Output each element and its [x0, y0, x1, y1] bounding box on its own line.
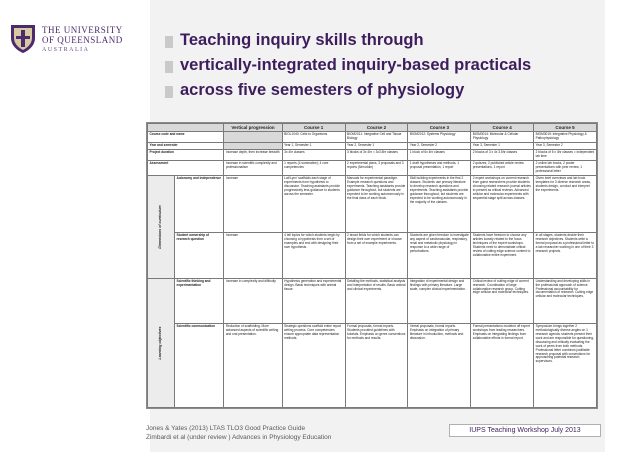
table-row: [148, 150, 597, 161]
title-line-2: vertically-integrated inquiry-based practicals: [180, 56, 532, 74]
table-cell: BIOM2012: Systems Physiology: [408, 132, 471, 143]
table-cell: Verbal proposals, formal reports. Emphasis on integration of primary literature in introduction, methods and discussion.: [408, 324, 471, 408]
table-cell: [224, 143, 282, 150]
table-cell: Students have freedom to choose any articles loosely related to the focus techniques of the expert workshops. Students need to demonstrate critical review of cutting edge science content to collaborative entire experiment.: [471, 233, 534, 278]
table-cell: 2 expert workshops on current research from guest researchers provide students choosing related research journal articles to present as critical reviews. Advanced cellular and molecular experiments with sequential stage split across classes.: [471, 176, 534, 233]
table-cell: Students are given freedom to investigate any aspect of cardiovascular, respiratory, renal and metabolic physiology in response to a wide range of perturbations.: [408, 233, 471, 278]
curriculum-table-figure: [146, 122, 598, 409]
table-cell: 2 blocks of 5 x 4hr classes = independent lab time: [534, 150, 597, 161]
table-cell: In all stages, students decide their research objectives. Students write a formal proposal as a professional letter to a lab researcher working in one of their 3 research projects.: [534, 233, 597, 278]
table-cell: 3x 4hr classes: [282, 150, 345, 161]
table-header-row: [148, 124, 597, 132]
slide-title: [180, 28, 600, 103]
table-cell: BIOM3015: Integrative Physiology & Pathophysiology: [534, 132, 597, 143]
table-cell: Increase: [224, 233, 282, 278]
table-cell: 4 tell topics for which students begin by choosing a hypothesis from a set of examples and end with designing their own hypothesis.: [282, 233, 345, 278]
row-label: Project duration: [148, 150, 224, 161]
row-label: Scientific communication: [174, 324, 223, 408]
table-cell: Lab'Lynx' scaffolds each stage of experiments from hypothesis to discussion. Teaching assistants provide progressively less guidance to students across the semester.: [282, 176, 345, 233]
table-cell: Increase in scientific complexity and professionalism: [224, 161, 282, 176]
table-cell: Increase in complexity and difficulty: [224, 278, 282, 323]
row-label: Assessment: [148, 161, 224, 176]
table-cell: 2 broad fields for which students can design their own experiment or choose from a set of example experiments.: [345, 233, 408, 278]
table-cell: Increase: [224, 176, 282, 233]
table-row: [148, 143, 597, 150]
table-cell: Year 3, Semester 2: [534, 143, 597, 150]
header-course-2: Course 2: [345, 124, 408, 132]
table-cell: Integration of experimental design and findings with primary literature. Large scale, complex clinical experimentation.: [408, 278, 471, 323]
header-course-1: Course 1: [282, 124, 345, 132]
header-course-4: Course 4: [471, 124, 534, 132]
row-label: Student ownership of research question: [174, 233, 223, 278]
logo-line2: OF QUEENSLAND: [42, 35, 123, 45]
table-row: [148, 176, 597, 233]
table-cell: Detailing the methods, statistical analysis and interpretation of results. Basic animal and clinical experiments.: [345, 278, 408, 323]
table-cell: Year 2, Semester 2: [408, 143, 471, 150]
footer-citation-line-1: Jones & Yates (2013) LTAS TLO3 Good Practice Guide: [146, 425, 306, 432]
footer-event-label: IUPS Teaching Workshop July 2013: [449, 424, 601, 437]
table-cell: Critical review of cutting edge of current research. Coordination of large collaborative research group. Cutting edge cellular and molecular techniques.: [471, 278, 534, 323]
table-cell: Hypothesis generation and experimental design. Basic techniques with animal tissue.: [282, 278, 345, 323]
table-cell: Strategic questions scaffold entire report writing process. Core competencies ensure appropriate data representation methods.: [282, 324, 345, 408]
header-course-3: Course 3: [408, 124, 471, 132]
title-bullet-bar: [165, 61, 173, 73]
table-cell: Reduction of scaffolding. More advanced aspects of scientific writing and oral presentation.: [224, 324, 282, 408]
title-bullet-bar: [165, 86, 173, 98]
crest-icon: [10, 24, 36, 54]
table-cell: 2 experimental plans, 3 proposals and 3 reports (5/module): [345, 161, 408, 176]
table-cell: Increase depth, then increase breadth: [224, 150, 282, 161]
logo-line3: AUSTRALIA: [42, 47, 90, 53]
table-cell: 2 quizzes, 2 published article review presentations, 1 report: [471, 161, 534, 176]
table-row: [148, 132, 597, 143]
table-cell: Symposium brings together 2 methodologically diverse angles on 1 research agenda; students present their work and are responsible for questioning, discussing and critically evaluating the work of peers from both methods. Professional letter combines justifiable research proposal with conventions for approaching potential research supervisors.: [534, 324, 597, 408]
table-cell: Year 3, Semester 1: [471, 143, 534, 150]
group-label-dimensions: Dimensions of curriculum: [148, 176, 175, 278]
table-cell: [224, 132, 282, 143]
header-empty: [148, 124, 224, 132]
header-course-5: Course 5: [534, 124, 597, 132]
table-row: [148, 233, 597, 278]
row-label: Year and semester: [148, 143, 224, 150]
table-cell: 2 online lab books, 2 poster presentations with peer review, 1 professional letter: [534, 161, 597, 176]
table-cell: BIOL1040: Cells to Organisms: [282, 132, 345, 143]
row-label: Course code and name: [148, 132, 224, 143]
logo-line1: THE UNIVERSITY: [42, 25, 123, 35]
table-cell: Given brief overviews and lab book templates for 3 diverse research areas, students design, conduct and interpret the experiments.: [534, 176, 597, 233]
table-row: [148, 324, 597, 408]
table-cell: Manuals for experimental paradigm. Example research questions and experiments. Teaching assistants provide guidance throughout, but students are expected to be working autonomously in the final class of each block.: [345, 176, 408, 233]
group-label-learning-objectives: Learning objectives: [148, 278, 175, 407]
curriculum-table: [147, 123, 597, 408]
table-cell: 2 blocks of 3 x 4x 3.5hr classes: [471, 150, 534, 161]
table-cell: Understanding and developing skills in the professional approach of science. Professional accountability for documentation of research. Cutting edge cellular and molecular techniques.: [534, 278, 597, 323]
footer-citation: [146, 424, 331, 442]
table-cell: 3 blocks of 3x 4hr = 3x3.5hr classes: [345, 150, 408, 161]
row-label: Scientific thinking and experimentation: [174, 278, 223, 323]
table-cell: 1 draft hypotheses and methods, 1 proposal presentation, 1 report: [408, 161, 471, 176]
table-cell: Formal presentations modeled off expert workshops from leading researchers. Emphasis on integrating findings from collaborative efforts in formal report.: [471, 324, 534, 408]
table-cell: Year 2, Semester 1: [345, 143, 408, 150]
header-vertical-progression: Vertical progression: [224, 124, 282, 132]
table-cell: Skill building experiments in the first 2 classes. Students use primary literature to develop research questions and experiments. Teaching assistants provide guidance throughout, but students are expected to be working autonomously in the majority of the classes.: [408, 176, 471, 233]
title-bullet-bar: [165, 36, 173, 48]
logo-wordmark: [42, 25, 123, 55]
table-row: [148, 278, 597, 323]
table-cell: 1 reports (4 summative); 4 core competencies: [282, 161, 345, 176]
table-cell: 1 block of 6x 4hr classes: [408, 150, 471, 161]
title-line-1: Teaching inquiry skills through: [180, 31, 424, 49]
table-row: [148, 161, 597, 176]
university-logo: [10, 20, 145, 65]
table-cell: BIOM3014: Molecular & Cellular Physiology: [471, 132, 534, 143]
table-cell: Year 1, Semester 1: [282, 143, 345, 150]
table-cell: BIOM2011: Integrative Cell and Tissue Biology: [345, 132, 408, 143]
title-line-3: across five semesters of physiology: [180, 81, 465, 99]
row-label: Autonomy and independence: [174, 176, 223, 233]
footer-citation-line-2: Zimbardi et al (under review ) Advances in Physiology Education: [146, 434, 332, 441]
table-cell: Formal proposals, formal reports. Students provided guidelines with tutorials. Emphasis on genre conventions for methods and results.: [345, 324, 408, 408]
